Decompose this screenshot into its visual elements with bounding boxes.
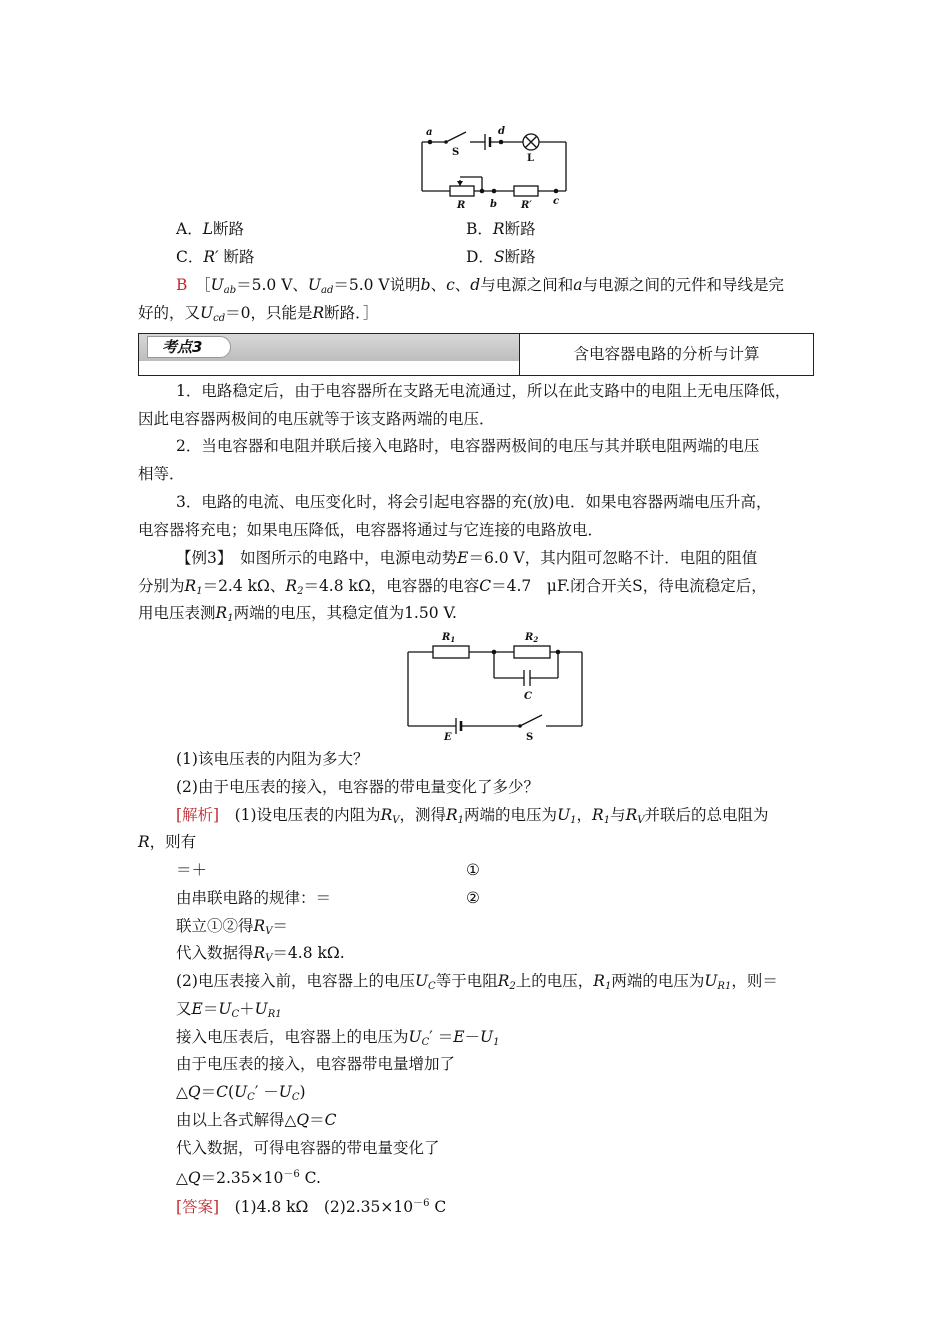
label-R-prime: R′ [521,200,532,211]
question-2: (2)由于电压表的接入，电容器的带电量变化了多少？ [176,778,539,796]
option-D[interactable]: D．S断路 [466,248,536,266]
equation-2: 由串联电路的规律：＝ [176,889,332,907]
label-S: S [452,147,460,158]
label-c: c [553,196,560,207]
label-b: b [490,199,497,210]
label-E: E [444,732,452,743]
example-line2: 分别为$R_1=2.4$ kΩ、$R_2=4.8$ kΩ，电容器的电容C＝4.7 μF.闭合开关S，待电流稳定后， [138,577,767,597]
label-L: L [527,153,535,164]
point-2-line1: 2．当电容器和电阻并联后接入电路时，电容器两极间的电压与其并联电阻两端的电压 [176,437,760,455]
label-d: d [498,126,505,137]
option-C[interactable]: C．R′ 断路 [176,248,255,266]
equation-3: 联立①②得$R_V=$ [176,917,288,937]
equation-8: $\triangle Q=C(U_C' -U_C)$ [176,1083,306,1103]
label-R: R [457,200,466,211]
answer-explanation-line1: B $[U_{ab}=5.0$ V、$U_{ad}=5.0$ V说明b、c、d与电源之间和a与电源之间的元件和导线是完 [176,276,785,296]
equation-10: 代入数据，可得电容器的带电量变化了 [176,1139,440,1157]
equation-1: ＝＋ [176,861,208,879]
answer-explanation-line2: 好的，又$U_{cd}=0$，只能是R断路．］ [138,304,379,324]
equation-9: 由以上各式解得△Q＝C [176,1111,337,1129]
label-C: C [524,691,532,702]
example-line1: 【例3】 如图所示的电路中，电源电动势E＝6.0 V，其内阻可忽略不计．电阻的阻值 [176,549,758,567]
example-line3: 用电压表测$R_1$两端的电压，其稳定值为1.50 V. [138,604,457,624]
option-B[interactable]: B．R断路 [466,220,536,238]
question-1: (1)该电压表的内阻为多大？ [176,750,369,768]
equation-5: 又$E=U_C+U_{R1}$ [176,1000,282,1020]
equation-11: $\triangle Q=2.35\times 10^{-6}$ C. [176,1169,321,1187]
point-3-line2: 电容器将充电；如果电压降低，电容器将通过与它连接的电路放电． [138,521,604,539]
circuit-diagram-1 [410,120,580,212]
circuit-diagram-2 [400,626,590,744]
option-A[interactable]: A．L断路 [176,220,245,238]
label-R1: $R_1$ [442,632,456,644]
section-title: 含电容器电路的分析与计算 [573,345,760,363]
section-badge: 考点3 [147,336,231,358]
equation-6: 接入电压表后，电容器上的电压为$U_C' =E-U_1$ [176,1028,500,1048]
example-tag: 【例3】 [176,549,225,567]
solution-part2-line: (2)电压表接入前，电容器上的电压$U_C$等于电阻$R_2$上的电压，$R_1$两端的电压为$U_{R1}$，则＝ [176,972,778,992]
point-1-line1: 1．电路稳定后，由于电容器所在支路无电流通过，所以在此支路中的电阻上无电压降低， [176,382,791,400]
answer-tag: [答案] [176,1198,220,1216]
point-1-line2: 因此电容器两极间的电压就等于该支路两端的电压． [138,410,495,428]
label-a: a [426,127,433,138]
solution-line1: [解析] (1)设电压表的内阻为$R_V$，测得$R_1$两端的电压为$U_1$，$R_1$与$R_V$并联后的总电阻为 [176,806,769,826]
label-R2: $R_2$ [525,632,539,644]
equation-7: 由于电压表的接入，电容器带电量增加了 [176,1055,456,1073]
section-header [138,333,814,376]
final-answer: [答案] (1)4.8 kΩ $(2)2.35\times 10^{-6}$ C [176,1198,447,1216]
point-2-line2: 相等． [138,465,185,483]
equation-1-mark: ① [466,861,480,879]
label-S2: S [526,732,534,743]
answer-letter: B [176,276,188,294]
solution-tag: [解析] [176,806,220,824]
point-3-line1: 3．电路的电流、电压变化时，将会引起电容器的充(放)电．如果电容器两端电压升高， [176,493,772,511]
equation-4: 代入数据得$R_V=4.8$ kΩ. [176,944,345,964]
equation-2-mark: ② [466,889,480,907]
solution-line2: R，则有 [138,833,197,851]
